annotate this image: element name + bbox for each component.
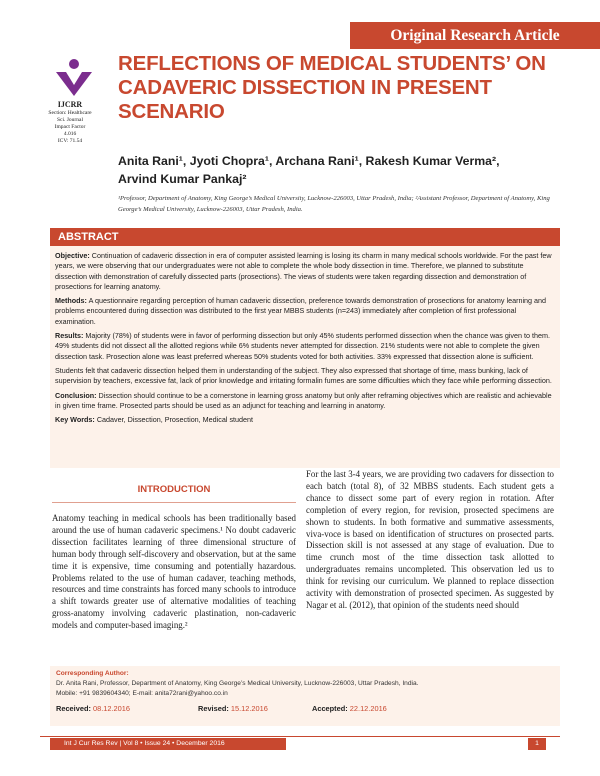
article-type-banner: Original Research Article (350, 22, 600, 49)
correspondence-address: Dr. Anita Rani, Professor, Department of Anatomy, King George’s Medical University, Lucknow-226003, Uttar Pradesh, India. (56, 680, 419, 687)
abstract-heading: ABSTRACT (50, 228, 560, 246)
abstract-results-2: Students felt that cadaveric dissection helped them in understanding of the subject. They also expressed that shortage of time, mass bunking, lack of supervision by teachers, excessive fat, lack of prior knowledge and irritating formalin fumes are some difficulties which they face while performing dissection. (55, 365, 552, 386)
abstract-keywords: Key Words: Cadaver, Dissection, Prosection, Medical student (55, 415, 254, 425)
revised-date: Revised: 15.12.2016 (198, 704, 268, 713)
journal-section: Section: Healthcare (48, 110, 92, 116)
journal-info (40, 100, 100, 145)
affiliations: ¹Professor, Department of Anatomy, King George’s Medical University, Lucknow-226003, Uttar Pradesh, India; ²Assistant Professor, Department of Anatomy, King George’s Medical University, Lucknow-226003, Uttar Pradesh, India. (118, 195, 550, 213)
correspondence-contact: Mobile: +91 9839604340; E-mail: anita72rani@yahoo.co.in (56, 690, 228, 697)
logo-dot (69, 59, 79, 69)
impact-value: 4.016 (63, 131, 77, 137)
abstract-body (55, 251, 555, 429)
abstract-methods: Methods: A questionnaire regarding perception of human cadaveric dissection, preference towards demonstration of prosections for anatomy learning and problems encountered during dissection was distributed to the first year MBBS students (n=243) immediately after completion of first professional examination. (55, 296, 547, 326)
accepted-date: Accepted: 22.12.2016 (312, 704, 387, 713)
correspondence-heading: Corresponding Author: (56, 670, 129, 677)
article-title: REFLECTIONS OF MEDICAL STUDENTS’ ON CADAVERIC DISSECTION IN PRESENT SCENARIO (118, 52, 546, 123)
page-number: 1 (528, 738, 546, 750)
icv-value: ICV: 71.54 (57, 138, 83, 144)
journal-name: IJCRR (57, 100, 83, 109)
received-date: Received: 08.12.2016 (56, 704, 130, 713)
journal-logo-icon (52, 58, 96, 98)
journal-citation: Int J Cur Res Rev | Vol 8 • Issue 24 • December 2016 (50, 738, 286, 750)
journal-category: Sci. Journal (57, 117, 83, 123)
correspondence-text (56, 669, 556, 699)
body-column-left: Anatomy teaching in medical schools has been traditionally based around the use of human cadaveric specimens.¹ No doubt cadaveric dissection facilitates learning of three dimensional structure of human body through self-discovery and observation, but at the same time it is expensive, time consuming and potentially hazardous. Problems related to the use of human cadaver, teaching methods, resources and time constraints has forced many schools to introduce a shift towards greater use of alternative modalities of teaching gross-anatomy involving cadaveric plastination, non-cadaveric models and computer-based imaging.² (52, 513, 296, 631)
author-list (118, 152, 558, 188)
footer-divider (40, 736, 560, 737)
authors-line-1: Anita Rani¹, Jyoti Chopra¹, Archana Rani¹, Rakesh Kumar Verma², (118, 154, 500, 168)
authors-line-2: Arvind Kumar Pankaj² (118, 172, 247, 186)
body-column-right: For the last 3-4 years, we are providing two cadavers for dissection to each batch (total 8), of 32 MBBS students. Each student gets a chance to dissect some part of every region in rotation. After completion of every region, for revision, prosected specimens are shown to students. In both formative and summative assessments, viva-voce is based on identification of structures on prosected parts. Dissection skill is not assessed at any stage of evaluation. Due to time crunch most of the time dissection task allotted to undergraduates remains uncompleted. This observation led us to think for revising our curriculum. We planned to replace dissection activity with demonstration of prosected specimen. As suggested by Nagar et al. (2012), that opinion of the students need should (306, 469, 554, 610)
abstract-results: Results: Majority (78%) of students were in favor of performing dissection but only 45% students performed dissection when the chance was given to them. 49% students did not dissect all the allotted regions while 6% students never attempted for dissection. 21% students were not able to complete the given dissection task. Prosection alone was least preferred whereas 50% students voted for both activities. 33% expressed that dissection alone is sufficient. (55, 331, 550, 361)
abstract-conclusion: Conclusion: Dissection should continue to be a cornerstone in learning gross anatomy but only after reframing objectives which are realistic and achievable in given time frame. Prosected parts should be used as an adjunct for teaching and learning in anatomy. (55, 390, 552, 410)
introduction-divider (52, 502, 296, 503)
abstract-objective: Objective: Continuation of cadaveric dissection in era of computer assisted learning is losing its charm in many medical schools worldwide. For the past few years, we were observing that our undergraduates were not able to complete the whole body dissection in time. Therefore, we planned to substitute dissection with demonstration of carefully dissected parts (prosections). The views of students were taken regarding dissection and demonstration of prosections for learning anatomy. (55, 251, 552, 291)
introduction-heading: INTRODUCTION (137, 484, 211, 495)
impact-label: Impact Factor (54, 124, 86, 130)
